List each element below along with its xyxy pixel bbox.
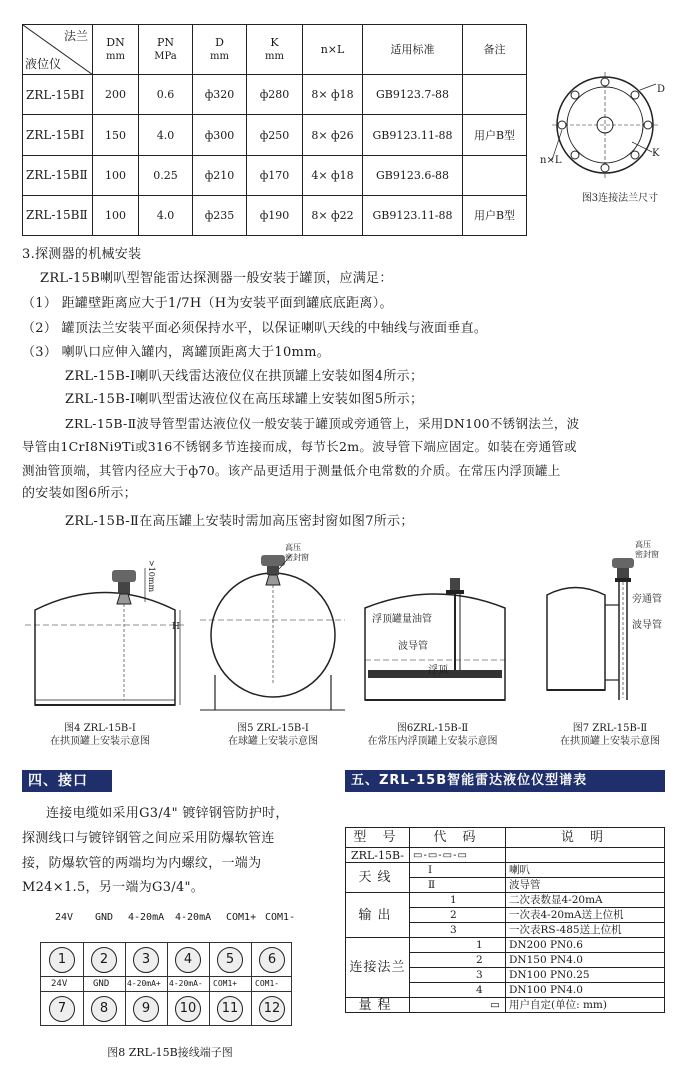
terminal-label-top: GND (95, 912, 114, 923)
fig7-label-2: 波导管 (632, 620, 662, 631)
fig8-caption: 图8 ZRL-15B接线端子图 (107, 1046, 233, 1059)
header-dn: DN mm (93, 25, 139, 75)
table-row: 型 号 代 码 说 明 (346, 828, 665, 848)
table-row: 2 一次表4-20mA送上位机 (346, 908, 665, 923)
fig7-bypass-tank-drawing (535, 540, 685, 720)
terminal-9: 9 (133, 996, 159, 1022)
terminal-label-top: 4-20mA (175, 912, 212, 923)
fig3-label-d: D (657, 84, 666, 95)
section4-header: 四、接口 (22, 770, 112, 792)
terminal-block (40, 942, 292, 1026)
table-row: 2 DN150 PN4.0 (346, 953, 665, 968)
terminal-5: 5 (217, 947, 243, 973)
install-para-2: ZRL-15B-Ⅰ喇叭型雷达液位仪在高压球罐上安装如图5所示； (65, 392, 424, 407)
section5-header: 五、ZRL-15B智能雷达液位仪型谱表 (345, 770, 665, 792)
table-row: 天线 Ⅰ 喇叭 (346, 863, 665, 878)
table-row: 3 一次表RS-485送上位机 (346, 923, 665, 938)
flange-dimension-drawing (540, 70, 670, 190)
table-row: 量程 ▭ 用户自定(单位: mm) (346, 998, 665, 1013)
table-row: ZRL-15BⅡ 100 4.0 ф235 ф190 8× ф22 GB9123.11-88 用户B型 (23, 195, 527, 235)
terminal-10: 10 (175, 996, 201, 1022)
terminal-8: 8 (91, 996, 117, 1022)
terminal-label-top: 4-20mA (128, 912, 165, 923)
header-nl: n×L (303, 25, 363, 75)
install-para-4: ZRL-15B-Ⅱ在高压罐上安装时需加高压密封窗如图7所示； (65, 514, 414, 529)
terminal-11: 11 (217, 996, 243, 1022)
header-d: D mm (193, 25, 247, 75)
section4-line-4: M24×1.5，另一端为G3/4"。 (22, 880, 205, 895)
fig5-caption: 图5 ZRL-15B-Ⅰ 在球罐上安装示意图 (228, 723, 318, 747)
install-para-3-line4: 的安装如图6所示； (22, 486, 137, 501)
install-item-1: （1） 距罐壁距离应大于1/7H（H为安装平面到罐底底距离）。 (22, 296, 393, 311)
fig4-dim-label: >10mm (147, 560, 156, 593)
fig5-sphere-tank-drawing (195, 535, 345, 720)
terminal-4: 4 (175, 947, 201, 973)
terminal-2: 2 (91, 947, 117, 973)
terminal-label-top: COM1- (265, 912, 296, 923)
model-spectrum-table (345, 827, 665, 1013)
terminal-label-top: 24V (55, 912, 74, 923)
install-intro: ZRL-15B喇叭型智能雷达探测器一般安装于罐顶，应满足： (40, 271, 393, 286)
table-row: 连接法兰 1 DN200 PN0.6 (346, 938, 665, 953)
install-para-3-line2: 导管由1CrI8Ni9Ti或316不锈钢多节连接而成，每节长2m。波导管下端应固定。如装在旁通管或 (22, 439, 577, 454)
table-row: Ⅱ 波导管 (346, 878, 665, 893)
fig6-label-3: 浮顶 (428, 665, 448, 676)
header-k: K mm (247, 25, 303, 75)
fig3-label-k: K (652, 148, 660, 159)
table-row: 4 DN100 PN4.0 (346, 983, 665, 998)
install-para-1: ZRL-15B-Ⅰ喇叭天线雷达液位仪在拱顶罐上安装如图4所示； (65, 369, 424, 384)
fig6-floating-roof-tank-drawing (350, 550, 520, 715)
terminal-mid-label-row: 24V GND 4-20mA+ 4-20mA- COM1+ COM1- (41, 976, 291, 992)
install-para-3-line1: ZRL-15B-Ⅱ波导管型雷达液位仪一般安装于罐顶或旁通管上，采用DN100不锈钢法兰，波 (65, 416, 580, 431)
fig4-arch-roof-tank-drawing (20, 550, 190, 715)
section4-line-1: 连接电缆如采用G3/4" 镀锌钢管防护时， (46, 806, 289, 821)
terminal-1: 1 (49, 947, 75, 973)
fig5-label: 高压 密封窗 (285, 543, 309, 562)
fig3-label-nl: n×L (540, 155, 562, 166)
terminal-6: 6 (259, 947, 285, 973)
install-item-2: （2） 罐顶法兰安装平面必须保持水平，以保证喇叭天线的中轴线与液面垂直。 (22, 321, 488, 336)
fig7-caption: 图7 ZRL-15B-Ⅱ 在拱顶罐上安装示意图 (560, 723, 660, 747)
fig6-caption: 图6ZRL-15B-Ⅱ 在常压内浮顶罐上安装示意图 (367, 723, 498, 747)
section4-line-3: 接，防爆软管的两端均为内螺纹，一端为 (22, 856, 262, 871)
table-row: ZRL-15BⅠ 150 4.0 ф300 ф250 8× ф26 GB9123.11-88 用户B型 (23, 115, 527, 155)
fig6-label-1: 浮顶罐量油管 (372, 614, 432, 625)
table-row: ZRL-15B- ▭-▭-▭-▭ (346, 848, 665, 863)
fig6-label-2: 波导管 (398, 641, 428, 652)
flange-table (22, 24, 527, 236)
section4-line-2: 探测线口与镀锌钢管之间应采用防爆软管连 (22, 831, 275, 846)
table-row: ZRL-15BⅠ 200 0.6 ф320 ф280 8× ф18 GB9123.7-88 (23, 75, 527, 115)
header-standard: 适用标准 (363, 25, 463, 75)
terminal-7: 7 (49, 996, 75, 1022)
corner-bottom-label: 液位仪 (25, 57, 62, 72)
terminal-3: 3 (133, 947, 159, 973)
fig3-caption: 图3连接法兰尺寸 (581, 193, 659, 204)
fig7-label-window: 高压 密封窗 (635, 540, 659, 559)
header-pn: PN MPa (139, 25, 193, 75)
fig7-label-1: 旁通管 (632, 594, 662, 605)
terminal-12: 12 (259, 996, 285, 1022)
table-row: 3 DN100 PN0.25 (346, 968, 665, 983)
install-heading: 3.探测器的机械安装 (22, 247, 142, 262)
table-corner (23, 25, 93, 75)
header-remark: 备注 (463, 25, 527, 75)
table-row: 输出 1 二次表数显4-20mA (346, 893, 665, 908)
install-item-3: （3） 喇叭口应伸入罐内，离罐顶距离大于10mm。 (22, 345, 331, 360)
corner-top-label: 法兰 (63, 29, 88, 43)
install-para-3-line3: 测油管顶端，其管内径应大于ф70。该产品更适用于测量低介电常数的介质。在常压内浮顶罐上 (22, 463, 561, 478)
fig4-h-label: H (172, 622, 180, 632)
terminal-label-top: COM1+ (226, 912, 257, 923)
table-row: ZRL-15BⅡ 100 0.25 ф210 ф170 4× ф18 GB9123.6-88 (23, 155, 527, 195)
fig4-caption: 图4 ZRL-15B-Ⅰ 在拱顶罐上安装示意图 (50, 723, 150, 747)
